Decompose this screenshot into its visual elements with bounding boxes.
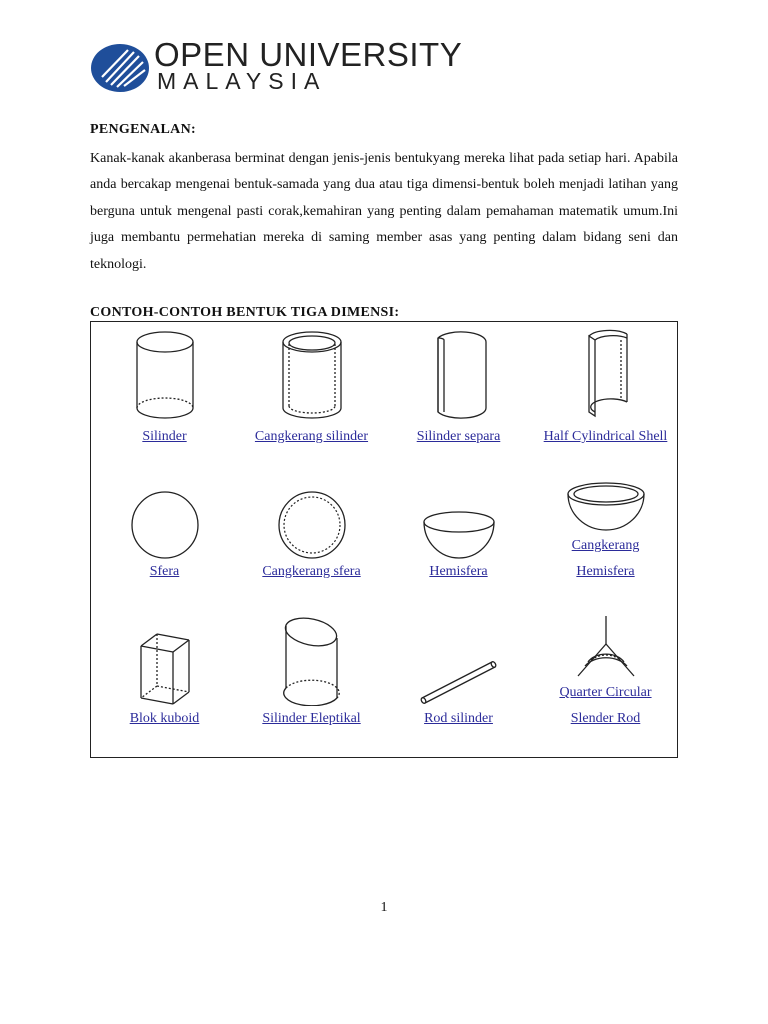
intro-heading: PENGENALAN: — [90, 122, 196, 137]
examples-heading: CONTOH-CONTOH BENTUK TIGA DIMENSI: — [90, 305, 400, 320]
logo-title: OPEN UNIVERSITY — [154, 36, 463, 73]
spherical-shell-icon — [275, 488, 349, 562]
shape-item-half-cylindrical-shell — [532, 328, 679, 458]
shape-item-silinder-separa — [385, 328, 532, 458]
sphere-icon — [128, 488, 202, 562]
shape-link-sfera[interactable]: Sfera — [149, 564, 180, 579]
shape-item-cangkerang-hemisfera — [532, 472, 679, 592]
page-number: 1 — [380, 900, 388, 915]
shape-link-quarter-circular-line2[interactable]: Slender Rod — [570, 711, 641, 726]
shape-link-half-cylindrical-shell[interactable]: Half Cylindrical Shell — [543, 429, 668, 444]
shape-item-sfera — [91, 482, 238, 592]
shape-link-hemisfera[interactable]: Hemisfera — [429, 564, 488, 579]
logo-subtitle: MALAYSIA — [157, 68, 327, 94]
shape-link-cangkerang-silinder[interactable]: Cangkerang silinder — [254, 429, 369, 444]
hemisphere-icon — [421, 488, 497, 562]
shape-link-silinder[interactable]: Silinder — [142, 429, 187, 444]
quarter-circular-rod-icon — [566, 614, 646, 684]
intro-paragraph: Kanak-kanak akanberasa berminat dengan jenis-jenis bentukyang mereka lihat pada setiap hari. Apabila anda bercakap mengenai bentuk-samada yang dua atau tiga dimensi-bentuk boleh menjadi latihan yang berguna untuk mengenal pasti corak,kemahiran yang penting dalam pemahaman matematik umum.Ini juga membantu permehatian mereka di saming member asas yang penting dalam bidang seni dan teknologi. — [90, 151, 678, 272]
cylinder-icon — [130, 328, 200, 423]
shape-link-silinder-eleptikal[interactable]: Silinder Eleptikal — [262, 711, 361, 726]
globe-logo-icon — [90, 42, 150, 94]
shapes-table — [90, 321, 678, 758]
rod-icon — [414, 616, 504, 706]
shape-link-cangkerang-sfera[interactable]: Cangkerang sfera — [262, 564, 361, 579]
shape-link-cangkerang-hemisfera-line1[interactable]: Cangkerang — [571, 538, 640, 553]
shape-link-quarter-circular-line1[interactable]: Quarter Circular — [559, 685, 652, 700]
half-cylinder-icon — [424, 328, 494, 423]
shape-item-cangkerang-silinder — [238, 328, 385, 458]
shape-item-blok-kuboid — [91, 614, 238, 734]
cylindrical-shell-icon — [277, 328, 347, 423]
shape-link-cangkerang-hemisfera-line2[interactable]: Hemisfera — [576, 564, 635, 579]
shape-item-quarter-circular-slender-rod — [532, 614, 679, 734]
shape-item-rod-silinder — [385, 614, 532, 734]
elliptical-cylinder-icon — [277, 616, 347, 706]
shape-item-silinder-eleptikal — [238, 614, 385, 734]
shape-link-silinder-separa[interactable]: Silinder separa — [416, 429, 501, 444]
shape-link-rod-silinder[interactable]: Rod silinder — [424, 711, 493, 726]
shape-item-cangkerang-sfera — [238, 482, 385, 592]
cuboid-icon — [135, 618, 195, 708]
shape-link-blok-kuboid[interactable]: Blok kuboid — [129, 711, 200, 726]
shape-item-silinder — [91, 328, 238, 458]
half-cylindrical-shell-icon — [571, 328, 641, 423]
university-logo — [90, 36, 490, 96]
shape-item-hemisfera — [385, 482, 532, 592]
